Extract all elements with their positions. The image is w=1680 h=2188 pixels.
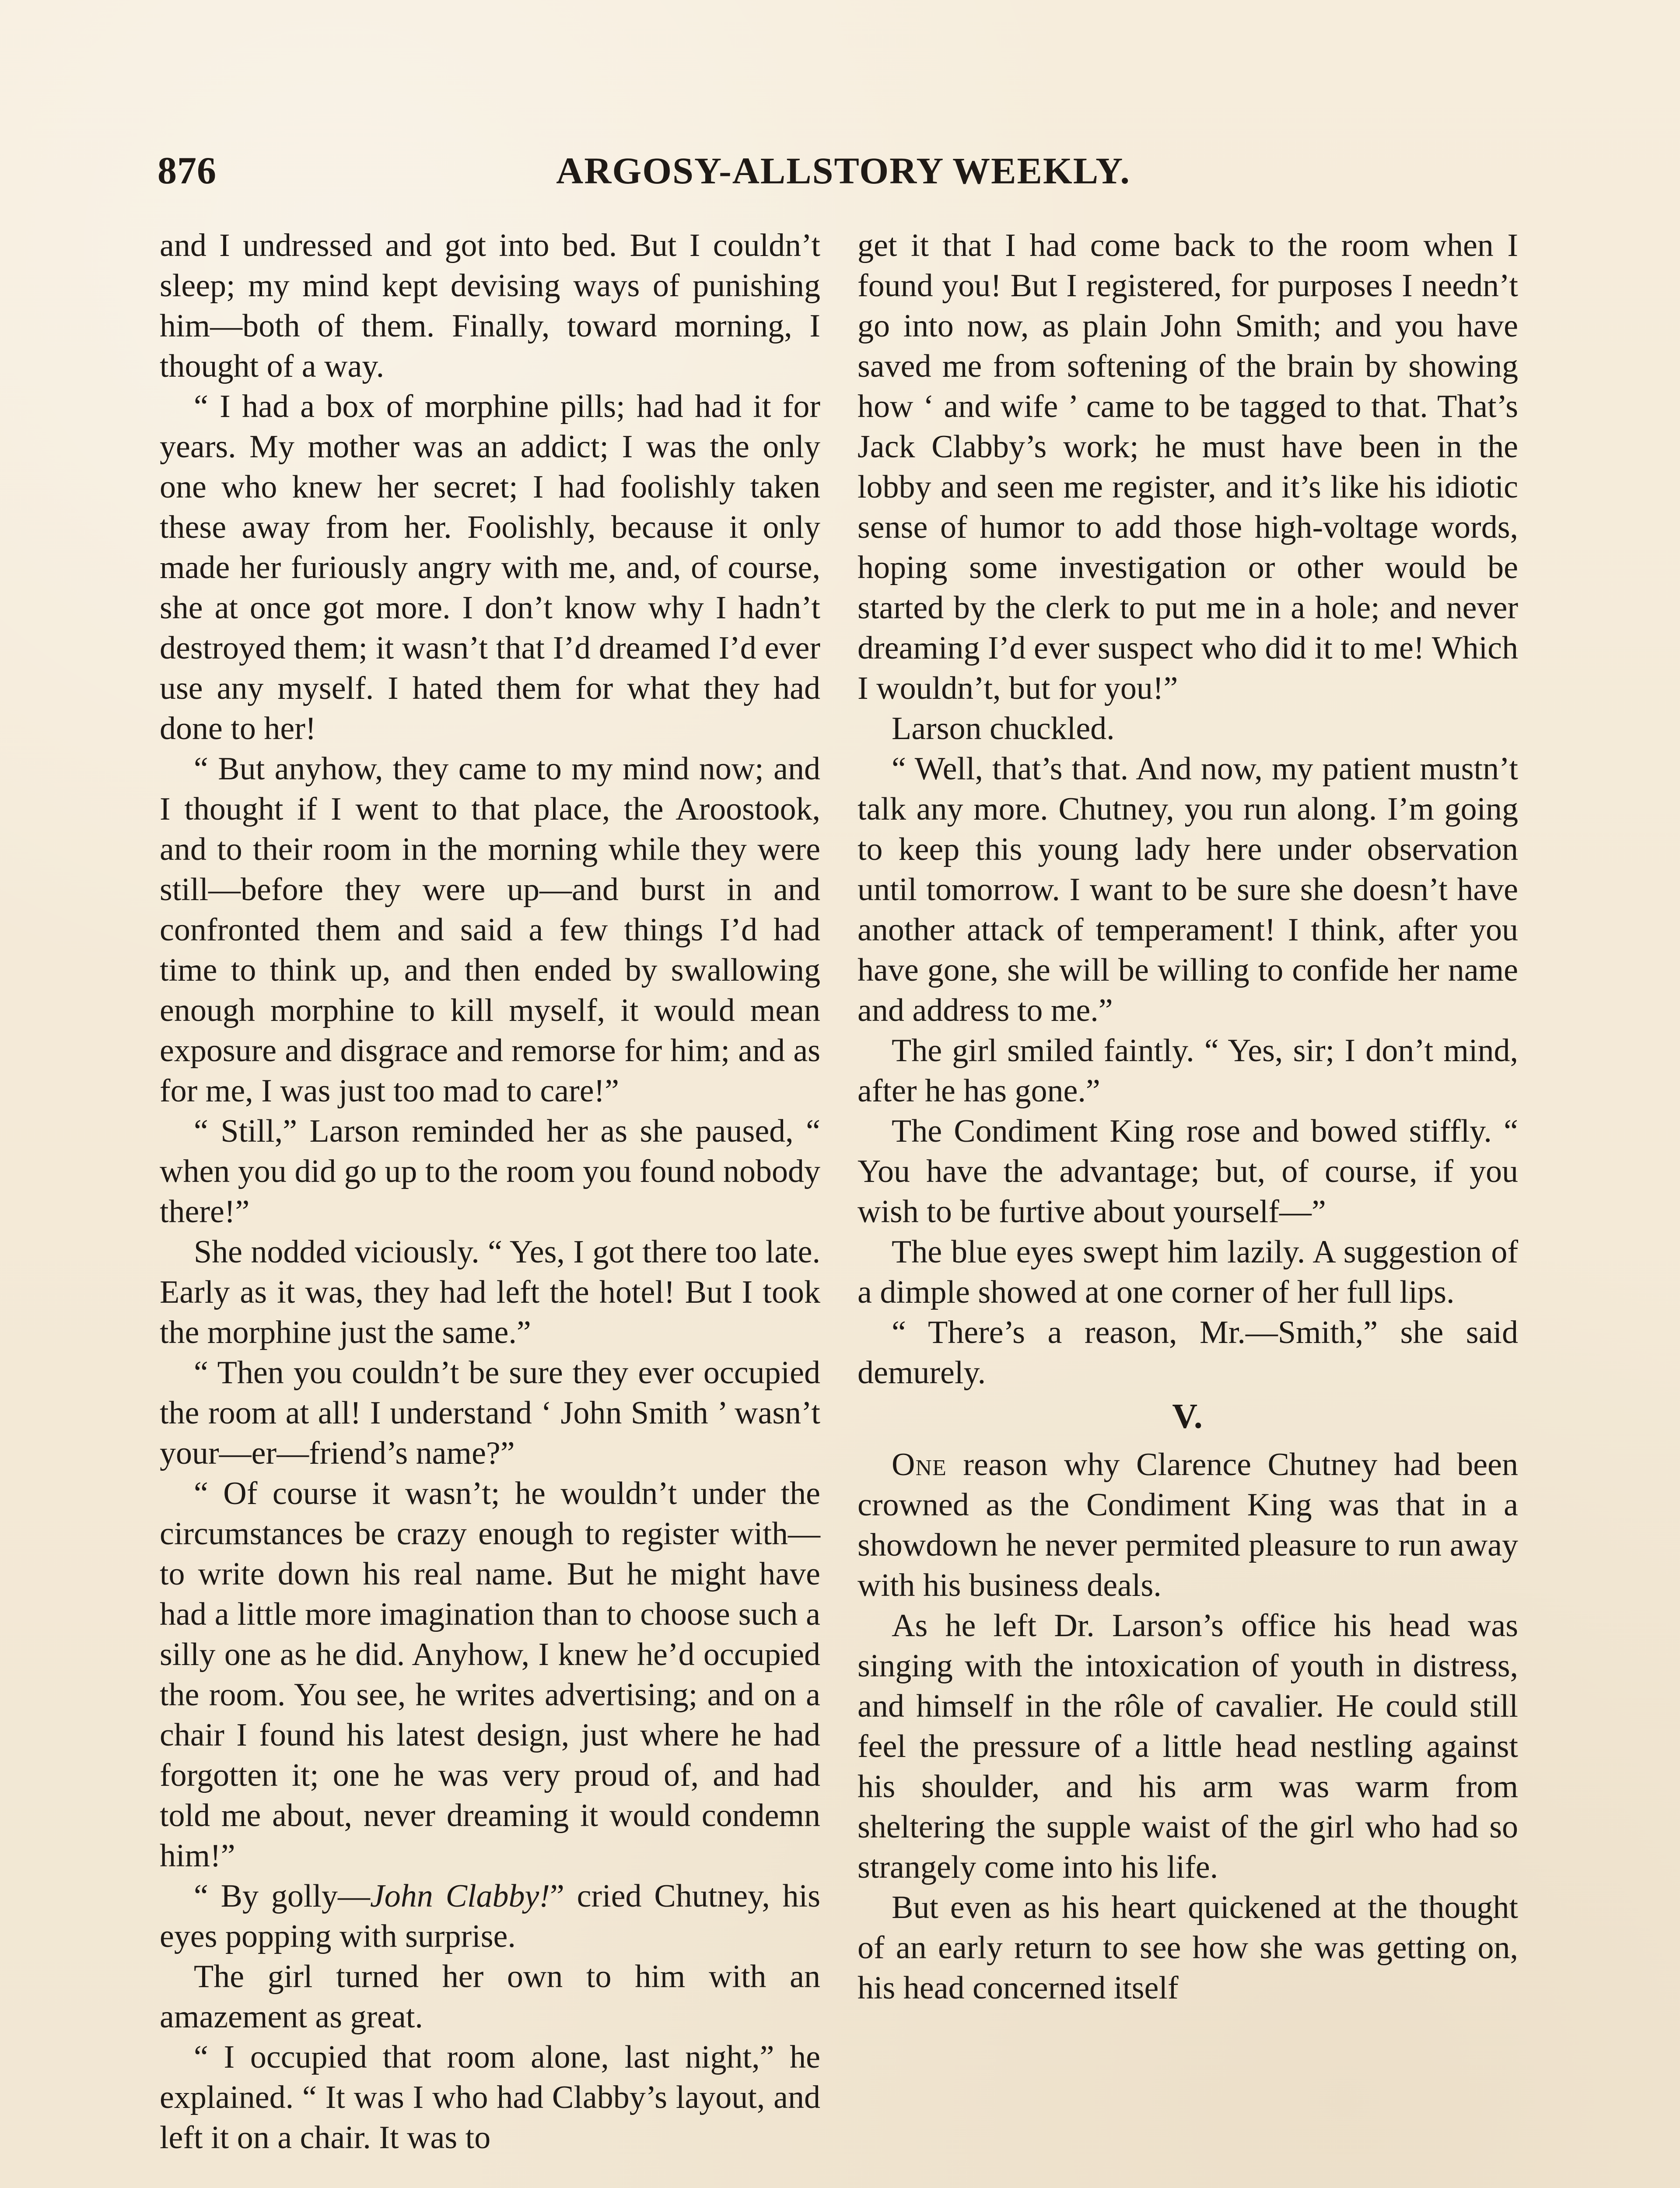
left-paragraph-8-italic: John Clabby! <box>370 1878 550 1914</box>
page-header <box>158 144 1522 197</box>
running-title: ARGOSY-ALLSTORY WEEKLY. <box>556 150 1130 192</box>
right-paragraph-8-rest: reason why Clarence Chutney had been crowned as the Condiment King was that in a showdown he never permited pleasure to run away with his business deals. <box>858 1447 1518 1603</box>
right-paragraph-6: The blue eyes swept him lazily. A suggestion of a dimple showed at one corner of her full lips. <box>858 1234 1518 1310</box>
left-paragraph-7: “ Of course it wasn’t; he wouldn’t under the circumstances be crazy enough to register with—to write down his real name. But he might have had a little more imagination than to choose such a silly one as he did. Anyhow, I knew he’d occupied the room. You see, he writes advertising; and on a chair I found his latest design, just where he had forgotten it; one he was very proud of, and had told me about, never dreaming it would condemn him!” <box>160 1476 820 1874</box>
left-paragraph-8-suffix: ” cried Chutney, his eyes popping with surprise. <box>160 1878 820 1954</box>
right-paragraph-8 <box>858 1445 1518 1606</box>
left-paragraph-10: “ I occupied that room alone, last night,” he explained. “ It was I who had Clabby’s layout, and left it on a chair. It was to <box>160 2039 820 2156</box>
left-paragraph-4: “ Still,” Larson reminded her as she paused, “ when you did go up to the room you found nobody there!” <box>160 1113 820 1230</box>
right-paragraph-8-lead: One <box>892 1447 947 1483</box>
right-paragraph-4: The girl smiled faintly. “ Yes, sir; I don’t mind, after he has gone.” <box>858 1033 1518 1109</box>
page-number: 876 <box>158 149 217 192</box>
section-heading: V. <box>1172 1397 1204 1436</box>
right-paragraph-3: “ Well, that’s that. And now, my patient mustn’t talk any more. Chutney, you run along. I’m going to keep this young lady here under observation until tomorrow. I want to be sure she doesn’t have another attack of temperament! I think, after you have gone, she will be willing to confide her name and address to me.” <box>858 751 1518 1028</box>
left-paragraph-3: “ But anyhow, they came to my mind now; and I thought if I went to that place, the Aroostook, and to their room in the morning while they were still—before they were up—and burst in and confronted them and said a few things I’d had time to think up, and then ended by swallowing enough morphine to kill myself, it would mean exposure and disgrace and remorse for him; and as for me, I was just too mad to care!” <box>160 751 820 1109</box>
left-paragraph-1: and I undressed and got into bed. But I couldn’t sleep; my mind kept devising ways of punishing him—both of them. Finally, toward morning, I thought of a way. <box>160 228 820 384</box>
right-paragraph-9: As he left Dr. Larson’s office his head was singing with the intoxication of youth in distress, and himself in the rôle of cavalier. He could still feel the pressure of a little head nestling against his shoulder, and his arm was warm from sheltering the supple waist of the girl who had so strangely come into his life. <box>858 1608 1518 1885</box>
left-paragraph-5: She nodded viciously. “ Yes, I got there too late. Early as it was, they had left the hotel! But I took the morphine just the same.” <box>160 1234 820 1350</box>
left-paragraph-2: “ I had a box of morphine pills; had had it for years. My mother was an addict; I was the only one who knew her secret; I had foolishly taken these away from her. Foolishly, because it only made her furiously angry with me, and, of course, she at once got more. I don’t know why I hadn’t destroyed them; it wasn’t that I’d dreamed I’d ever use any myself. I hated them for what they had done to her! <box>160 389 820 747</box>
right-paragraph-10: But even as his heart quickened at the thought of an early return to see how she was getting on, his head concerned itself <box>858 1890 1518 2006</box>
right-paragraph-1: get it that I had come back to the room when I found you! But I registered, for purposes I needn’t go into now, as plain John Smith; and you have saved me from softening of the brain by showing how ‘ and wife ’ came to be tagged to that. That’s Jack Clabby’s work; he must have been in the lobby and seen me register, and it’s like his idiotic sense of humor to add those high-voltage words, hoping some investigation or other would be started by the clerk to put me in a hole; and never dreaming I’d ever suspect who did it to me! Which I wouldn’t, but for you!” <box>858 228 1518 706</box>
left-paragraph-6: “ Then you couldn’t be sure they ever occupied the room at all! I understand ‘ John Smith ’ wasn’t your—er—friend’s name?” <box>160 1355 820 1471</box>
right-paragraph-7: “ There’s a reason, Mr.—Smith,” she said demurely. <box>858 1315 1518 1391</box>
left-paragraph-8 <box>160 1876 820 1957</box>
right-paragraph-5: The Condiment King rose and bowed stiffly. “ You have the advantage; but, of course, if you wish to be furtive about yourself—” <box>858 1113 1518 1230</box>
left-paragraph-8-prefix: “ By golly— <box>194 1878 370 1914</box>
right-column <box>858 225 1518 2008</box>
left-paragraph-9: The girl turned her own to him with an amazement as great. <box>160 1959 820 2035</box>
right-paragraph-2: Larson chuckled. <box>892 711 1115 747</box>
left-column <box>160 225 820 2158</box>
